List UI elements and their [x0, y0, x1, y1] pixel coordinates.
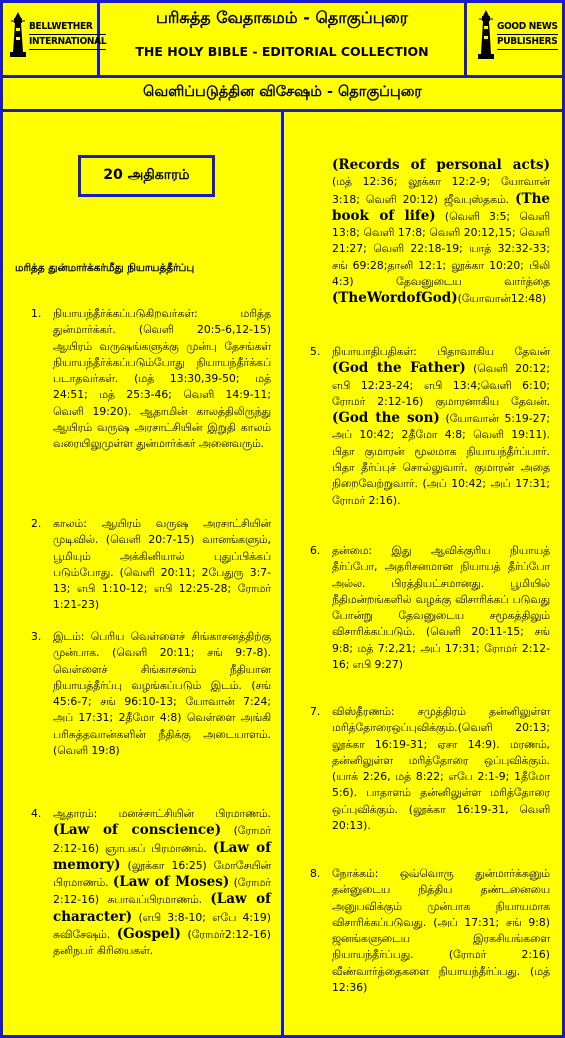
chapter-box: [78, 155, 215, 197]
item-english-term: (God the Father): [332, 360, 466, 377]
item-number: 7.: [310, 705, 321, 718]
section-heading: மரித்த துன்மார்க்கர்மீது நியாயத்தீர்ப்பு: [15, 262, 195, 274]
left-logo-line2: INTERNATIONAL: [29, 35, 106, 50]
item-text: (ரோமர்2:12-16) தனிநபர் கிரியைகள்.: [53, 928, 272, 958]
item-text: விஸ்தீரணம்: சமுத்திரம் தன்னிலுள்ள மரித்தோரைஒப்புவிக்கும்.(வெளி 20:13; லூக்கா 16:19-31; ஏசா 14:9). மரணம், தன்னிலுள்ள மரித்தோரை ஒப்புவிக்கும். (யாக் 2:26, மத் 8:22; எபே 2:1-9; 1தீமோ 5:6). பாதாளம் தன்னிலுள்ள மரித்தோரை ஒப்புவிக்கும். (லூக்கா 16:19-31, வெளி 20:13).: [332, 705, 550, 833]
item-number: 6.: [310, 544, 321, 557]
item-text: (மத் 12:36; லூக்கா 12:2-9; யோவான் 3:18; வெளி 20:12) ஜீவபுஸ்தகம்.: [332, 175, 550, 206]
list-item: [310, 866, 550, 996]
item-english-term: (Records of personal acts): [332, 157, 550, 173]
lighthouse-icon: [10, 12, 26, 58]
lighthouse-icon: [478, 10, 494, 60]
item-text: ஆதாரம்: மனச்சாட்சியின் பிரமாணம்.: [53, 807, 271, 820]
item-text: (எபி 3:8-10; எபே 4:19) சுவிசேஷம்.: [53, 910, 271, 942]
item-number: 1.: [31, 307, 42, 320]
item-text: நியாயந்தீர்க்கப்படுகிறவர்கள்: மரித்த துன்மார்க்கர். (வெளி 20:5-6,12-15) ஆயிரம் வருஷங்களுக்கு முன்பு தேசங்கள் நியாயந்தீர்க்கப்படும்போது நியாயந்தீர்க்கப் படாதவர்கள். (மத் 13:30,39-50; மத் 24:51; மத் 25:3-46; வெளி 14:9-11; வெளி 19:20). ஆதாமின் காலத்திலிருந்து ஆயிரம் வருஷ அரசாட்சியின் இறுதி காலம் வரையிலுமுள்ள துன்மார்க்கர் அனைவரும்.: [53, 307, 271, 451]
right-logo-line2: PUBLISHERS: [497, 35, 558, 50]
item-english-term: (Law of conscience): [53, 822, 222, 839]
list-item: [310, 543, 550, 673]
chapter-label: 20 அதிகாரம்: [103, 167, 190, 183]
item-text: நோக்கம்: ஒவ்வொரு துன்மார்க்கனும் தன்னுடைய நித்திய தண்டனையை அனுபவிக்கும் முன்பாக நியாயமாக விசாரிக்கப்படுவது. (அப் 17:31; சங் 9:8) ஜனங்களுடைய இரகசியங்களை நியாயந்தீர்ப்பது. (ரோமர் 2:16) வீண்வார்த்தைகளை நியாயந்தீர்ப்பது. (மத் 12:36): [332, 867, 550, 995]
item-text: இடம்: பெரிய வெள்ளைச் சிங்காசனத்திற்கு முன்பாக. (வெளி 20:11; சங் 9:7-8). வெள்ளைச் சிங்காசனம் நீதியான நியாயத்தீர்ப்பு வழங்கப்படும் இடம். (சங் 45:6-7; சங் 96:10-13; யோவான் 7:24; அப் 17:31; 2தீமோ 4:8) வெள்ளை அங்கி பரிசுத்தவான்களின் நீதிக்கு அடையாளம். (வெளி 19:8): [53, 630, 271, 758]
right-logo-line1: GOOD NEWS: [497, 20, 558, 35]
item-text: (வெளி 3:5; வெளி 13:8; வெளி 17:8; வெளி 20:12,15; வெளி 21:27; வெளி 22:18-19; யாத் 32:32-33; சங் 69:28;தானி 12:1; லூக்கா 10:20; பிலி 4:3) தேவனுடைய வார்த்தை: [332, 209, 550, 289]
title-tamil: பரிசுத்த வேதாகமம் - தொகுப்புரை: [155, 8, 409, 27]
item-english-term: (The book of life): [332, 190, 550, 224]
item-text: தன்மை: இது ஆவிக்குரிய நியாயத் தீர்ப்போ, அதரிசனமான நியாயத் தீர்ப்போ அல்ல. பிரத்தியட்சமானது. பூமியில் நீதிமன்றங்களில் வழக்கு விசாரிக்கப் படுவது போன்று தேவனுடைய சமூகத்திலும் விசாரிக்கப்படும். (வெளி 20:11-15; சங் 9:8; மத் 7:2,21; அப் 17:31; ரோமர் 2:12-16; எபி 9:27): [332, 544, 550, 672]
item-text: (யோவான்12:48): [457, 292, 547, 306]
page-subtitle: வெளிப்படுத்தின விசேஷம் - தொகுப்புரை: [143, 84, 422, 100]
list-item: [310, 344, 550, 509]
item-number: 4.: [31, 807, 42, 820]
item-text: (வெளி 20:12; எபி 12:23-24; எபி 13:4;வெளி 6:10; ரோமர் 2:12-16) குமாரனாகிய தேவன்.: [332, 362, 550, 408]
good-news-logo: [478, 10, 558, 60]
item-english-term: (TheWordofGod): [332, 290, 458, 307]
item-english-term: (Law of memory): [53, 839, 271, 873]
list-item: [310, 704, 550, 834]
item-text: நியாயாதிபதிகள்: பிதாவாகிய தேவன்: [332, 345, 550, 358]
item-english-term: (Law of character): [53, 891, 271, 925]
list-item: [31, 629, 271, 759]
item-text: (யோவான் 5:19-27; அப் 10:42; 2தீமோ 4:8; வெளி 19:11). பிதா குமாரன் மூலமாக நியாயந்தீர்ப்பார். பிதா தீர்ப்புச் சொல்லுவார். குமாரன் அதை நிறைவேற்றுவார். (அப் 10:42; அப் 17:31; ரோமர் 2:16).: [332, 412, 550, 507]
item-english-term: (Gospel): [116, 926, 181, 943]
item-number: 8.: [310, 867, 321, 880]
item-text: (ரோமர் 2:12-16) ஞாபகப் பிரமாணம்.: [53, 824, 271, 855]
list-item: [31, 306, 271, 453]
list-item: [31, 806, 272, 960]
item-number: 3.: [31, 630, 42, 643]
list-item: [31, 516, 271, 614]
item-english-term: (Law of Moses): [112, 874, 230, 891]
item-number: 2.: [31, 517, 42, 530]
bellwether-logo: [10, 12, 106, 58]
item-number: 5.: [310, 345, 321, 358]
left-logo-line1: BELLWETHER: [29, 20, 106, 35]
item-text: (லூக்கா 16:25) மோசேயின் பிரமாணம்.: [53, 858, 271, 890]
item-english-term: (God the son): [332, 410, 440, 427]
list-item: [332, 157, 550, 308]
item-text: காலம்: ஆயிரம் வருஷ அரசாட்சியின் முடிவில். (வெளி 20:7-15) வானங்களும், பூமியும் அக்கினியால் புதுப்பிக்கப் படும்போது. (வெளி 20:11; 2பேதுரு 3:7-13; எபி 1:10-12; எபி 12:25-28; ரோமர் 1:21-23): [53, 517, 271, 612]
item-text: (ரோமர் 2:12-16) சுபாவப்பிரமாணம்.: [53, 876, 271, 907]
title-english: THE HOLY BIBLE - EDITORIAL COLLECTION: [135, 44, 429, 59]
